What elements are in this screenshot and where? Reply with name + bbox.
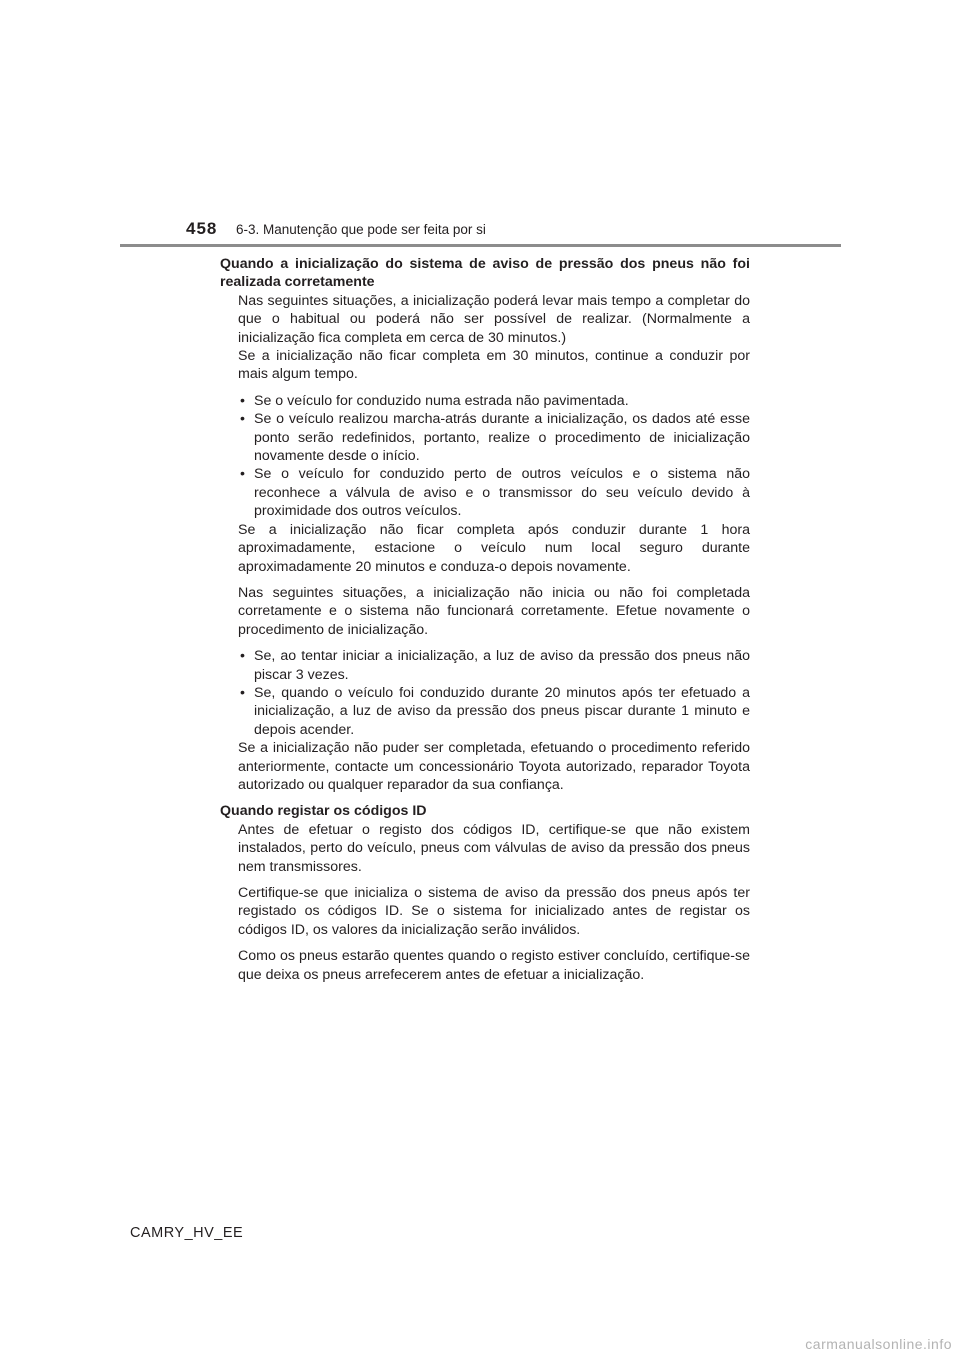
initialization-retry-section [220, 521, 750, 639]
paragraph: Se a inicialização não puder ser completada, efetuando o procedimento referido anteriormente, contacte um concessionário Toyota autorizado, reparador Toyota autorizado ou qualquer reparador da sua confiança. [238, 740, 750, 793]
page-header [0, 0, 960, 276]
initialization-failed-section [220, 292, 750, 384]
paragraph: Certifique-se que inicializa o sistema de aviso da pressão dos pneus após ter registado os códigos ID. Se o sistema for inicializado antes de registar os códigos ID, os valores da inicialização serão inválidos. [238, 885, 750, 938]
paragraph: Se a inicialização não ficar completa após conduzir durante 1 hora aproximadamente, estacione o veículo num local seguro durante aproximadamente 20 minutos e conduza-o depois novamente. [238, 521, 750, 575]
list-item: • Se o veículo for conduzido numa estrada não pavimentada. [238, 392, 750, 410]
paragraph: Nas seguintes situações, a inicialização poderá levar mais tempo a completar do que o habitual ou poderá não ser possível de realizar. (Normalmente a inicialização fica completa em cerca de 30 minutos.) [238, 292, 750, 346]
register-id-codes-section [220, 821, 750, 984]
heading-initialization-failed: Quando a inicialização do sistema de aviso de pressão dos pneus não foi realizada corretamente [220, 256, 750, 291]
paragraph: Antes de efetuar o registo dos códigos ID, certifique-se que não existem instalados, perto do veículo, pneus com válvulas de aviso da pressão dos pneus nem transmissores. [238, 821, 750, 875]
paragraph: Nas seguintes situações, a inicialização não inicia ou não foi completada corretamente e o sistema não funcionará corretamente. Efetue novamente o procedimento de inicialização. [238, 584, 750, 638]
site-watermark: carmanualsonline.info [805, 1336, 952, 1352]
list-item: • Se, ao tentar iniciar a inicialização, a luz de aviso da pressão dos pneus não piscar 3 vezes. [238, 647, 750, 684]
list-item: • Se, quando o veículo foi conduzido durante 20 minutos após ter efetuado a inicialização, a luz de aviso da pressão dos pneus piscar durante 1 minuto e depois acender. [238, 684, 750, 739]
heading-register-id-codes: Quando registar os códigos ID [220, 803, 427, 820]
paragraph: Como os pneus estarão quentes quando o registo estiver concluído, certifique-se que deixa os pneus arrefecerem antes de efetuar a inicialização. [238, 948, 750, 983]
header-divider [120, 244, 841, 247]
page-number: 458 [186, 219, 218, 238]
bullet-list-failure-situations [220, 647, 750, 739]
bullet-list-delay-situations [220, 392, 750, 521]
page-content [220, 255, 750, 984]
model-code: CAMRY_HV_EE [130, 1225, 244, 1241]
section-title: 6-3. Manutenção que pode ser feita por si [236, 222, 486, 237]
list-item: • Se o veículo for conduzido perto de outros veículos e o sistema não reconhece a válvula de aviso e o transmissor do seu veículo devido à proximidade dos outros veículos. [238, 465, 750, 520]
contact-dealer-section [220, 739, 750, 794]
paragraph: Se a inicialização não ficar completa em 30 minutos, continue a conduzir por mais algum tempo. [238, 348, 750, 383]
list-item: • Se o veículo realizou marcha-atrás durante a inicialização, os dados até esse ponto serão redefinidos, portanto, realize o procedimento de inicialização novamente desde o início. [238, 410, 750, 465]
